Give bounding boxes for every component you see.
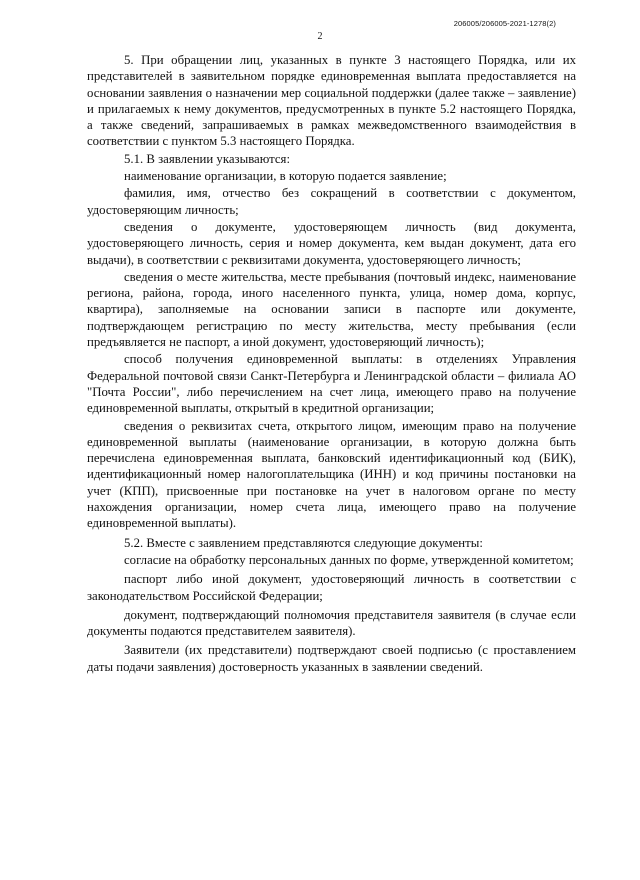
list-item-consent: согласие на обработку персональных данных по форме, утвержденной комитетом;	[124, 552, 574, 567]
list-item-organization: наименование организации, в которую подается заявление;	[124, 169, 447, 184]
list-item-power-of-attorney: документ, подтверждающий полномочия представителя заявителя (в случае если документы подаются представителем заявителя).	[87, 607, 576, 639]
list-item-full-name: фамилия, имя, отчество без сокращений в соответствии с документом, удостоверяющим личность;	[87, 186, 576, 217]
list-item-identity-document: сведения о документе, удостоверяющем личность (вид документа, удостоверяющего личность, серия и номер документа, кем выдан документ, дата его выдачи), в соответствии с реквизитами документа, удостоверяющего личность;	[87, 219, 576, 267]
paragraph-confirmation: Заявители (их представители) подтверждают своей подписью (с проставлением даты подачи заявления) достоверность указанных в заявлении сведений.	[87, 643, 576, 674]
page-number: 2	[317, 31, 323, 42]
list-item-account-details: сведения о реквизитах счета, открытого лицом, имеющим право на получение единовременной выплаты (наименование организации, в которую должна быть перечислена единовременная выплата, банковский идентификационный код (БИК), идентификационный номер налогоплательщика (ИНН) и код причины постановки на учет (КПП), присвоенные при постановке на учет в налоговом органе по месту нахождения организации, номер счета лица, имеющего право на получение единовременной выплаты).	[87, 418, 576, 531]
document-id: 206005/206005-2021-1278(2)	[453, 19, 556, 28]
paragraph-5-1: 5.1. В заявлении указываются:	[124, 151, 291, 166]
paragraph-5-2: 5.2. Вместе с заявлением представляются следующие документы:	[124, 535, 483, 550]
list-item-residence: сведения о месте жительства, месте пребывания (почтовый индекс, наименование региона, района, города, иного населенного пункта, улица, номер дома, корпус, квартира), заполняемые на основании записи в паспорте или документе, подтверждающем регистрацию по месту жительства, месту пребывания (если предъявляется не паспорт, а иной документ, удостоверяющий личность);	[87, 269, 576, 350]
list-item-payment-method: способ получения единовременной выплаты: в отделениях Управления Федеральной почтовой связи Санкт-Петербурга и Ленинградской области – филиала АО "Почта России", либо перечислением на счет лица, имеющего право на получение единовременной выплаты, открытый в кредитной организации;	[87, 352, 576, 416]
document-body	[87, 52, 576, 675]
paragraph-5: 5. При обращении лиц, указанных в пункте 3 настоящего Порядка, или их представителей в заявительном порядке единовременная выплата предоставляется на основании заявления о назначении мер социальной поддержки (далее также – заявление) и прилагаемых к нему документов, предусмотренных в пункте 5.2 настоящего Порядка, а также сведений, запрашиваемых в рамках межведомственного взаимодействия в соответствии с пунктом 5.3 настоящего Порядка.	[87, 53, 576, 149]
list-item-passport: паспорт либо иной документ, удостоверяющий личность в соответствии с законодательством Российской Федерации;	[87, 572, 576, 603]
